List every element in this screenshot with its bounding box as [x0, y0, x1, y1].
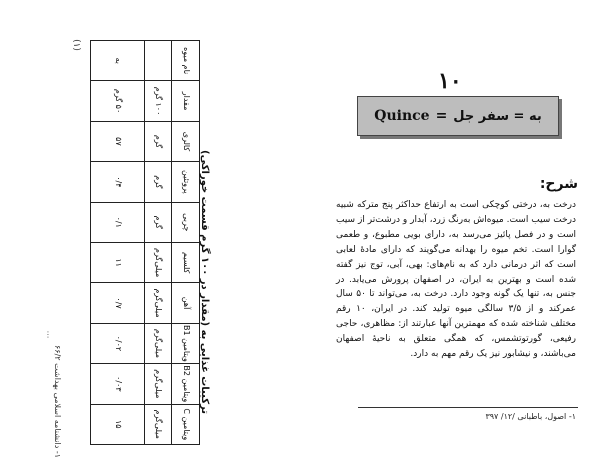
table-header-row [172, 41, 200, 445]
table-cell: میلی‌گرم [144, 364, 172, 404]
table-cell: ۵۷ [91, 121, 145, 161]
table-cell [144, 41, 172, 81]
table-cell: گرم [144, 121, 172, 161]
nutrition-table [90, 40, 200, 445]
table-cell: گرم [144, 202, 172, 242]
table-cell: گرم [144, 162, 172, 202]
section-heading: شرح: [539, 176, 578, 192]
title-banner [357, 96, 559, 136]
table-cell: ۰/۷ [91, 283, 145, 323]
table-header-cell: نام میوه [172, 41, 200, 81]
table-header-cell: کالری [172, 121, 200, 161]
table-cell: ۱۰۰ گرم [144, 81, 172, 121]
table-cell: میلی‌گرم [144, 283, 172, 323]
table-row [91, 41, 145, 445]
page-footer: ۱- دانشنامه اسلامی بهداشت ۶۶/۲ [53, 345, 62, 458]
table-header-cell: چربی [172, 202, 200, 242]
table-header-cell: مقدار [172, 81, 200, 121]
right-page [300, 0, 600, 451]
table-cell: ۰/۰۲ [91, 323, 145, 363]
table-cell: میلی‌گرم [144, 242, 172, 282]
table-header-cell: ویتامین C [172, 404, 200, 444]
nutrition-table-frame [90, 40, 200, 445]
table-cell: میلی‌گرم [144, 323, 172, 363]
footnote: ۱- اصول، باطبانی /۱۲/ ۳۹۷ [485, 412, 576, 421]
table-cell: ۱۵ [91, 404, 145, 444]
table-cell: ۱۱ [91, 242, 145, 282]
table-cell: به [91, 41, 145, 81]
table-caption: ترکیبات غذایی به (مقدار در ۱۰۰ گرم قسمت خوراکی) [199, 150, 210, 415]
title-persian: به = سفر جل [453, 108, 542, 124]
table-cell: میلی‌گرم [144, 404, 172, 444]
margin-dots: ⋮ [44, 330, 52, 339]
table-header-cell: پروتئین [172, 162, 200, 202]
table-row [144, 41, 172, 445]
table-header-cell: ویتامین B1 [172, 323, 200, 363]
table-cell: ۰/۴ [91, 162, 145, 202]
table-header-cell: آهن [172, 283, 200, 323]
table-cell: ۵۰ گرم [91, 81, 145, 121]
paragraph: درخت به، درختی کوچکی است به ارتفاع حداکثر پنج مترکه شبیه درخت سیب است. میوه‌اش به‌رنگ زرد، آبدار و درشت‌تر از سیب است و در فصل پائیز می‌رسد به، دارای بویی مطبوع، و طعمی گوارا است. تخم میوه را بهدانه می‌گویند که دارای مادهٔ لعابی است که اثر درمانی دارد که به نام‌های: بهی، آبی، توج نیز گفته شده است و بهترین به ایران، در اصفهان پرورش می‌یابد. در جنس به، تنها یک گونه وجود دارد. درخت به، می‌تواند تا ۵۰ سال عمرکند و از ۳/۵ سالگی میوه تولید کند. در ایران، ۱۰ رقم مختلف شناخته شده که مهمترین آنها عبارتند از: مظاهری، حاجی رفیعی، گورتوتشمس، که همگی متعلق به ناحیهٔ اصفهان می‌باشند، و نیشابور نیز یک رقم مهم به دارد. [336, 200, 577, 360]
title-equals: = [435, 108, 448, 124]
table-cell: ۰/۰۳ [91, 364, 145, 404]
page-mark: (۱) [70, 39, 81, 51]
table-cell: ۰/۱ [91, 202, 145, 242]
table-header-cell: ویتامین B2 [172, 364, 200, 404]
body-text [336, 198, 576, 362]
table-header-cell: کلسیم [172, 242, 200, 282]
footnote-divider [358, 407, 578, 408]
chapter-number: ۱۰ [438, 68, 462, 94]
title-english: Quince [374, 108, 430, 124]
